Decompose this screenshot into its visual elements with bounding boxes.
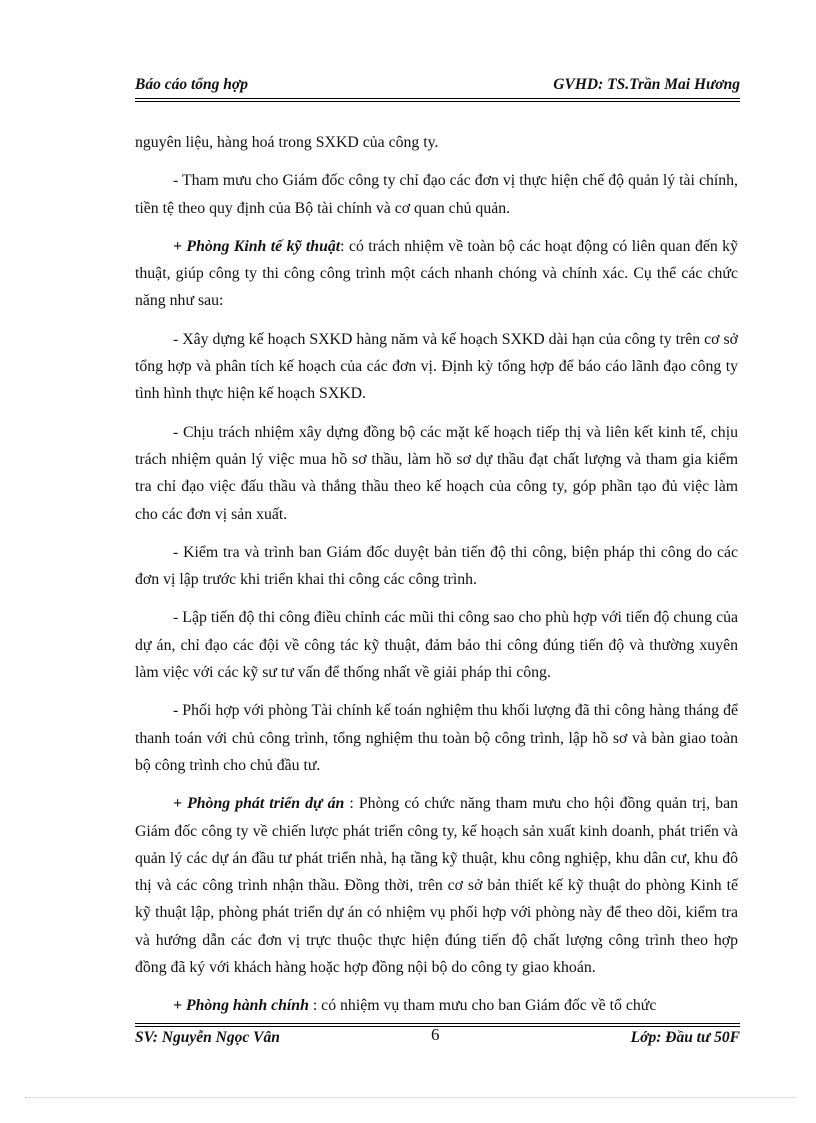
paragraph: - Chịu trách nhiệm xây dựng đồng bộ các mặt kế hoạch tiếp thị và liên kết kinh tế, chịu trách nhiệm quản lý việc mua hồ sơ thầu, làm hồ sơ dự thầu đạt chất lượng và tham gia kiểm tra chỉ đạo việc đấu thầu và thắng thầu theo kế hoạch của công ty, góp phần tạo đủ việc làm cho các đơn vị sản xuất.: [135, 423, 738, 523]
section-heading: + Phòng Kinh tế kỹ thuật: [173, 237, 341, 255]
paragraph: - Xây dựng kế hoạch SXKD hàng năm và kế hoạch SXKD dài hạn của công ty trên cơ sở tổng hợp và phân tích kế hoạch của các đơn vị. Định kỳ tổng hợp để báo cáo lãnh đạo công ty tình hình thực hiện kế hoạch SXKD.: [135, 330, 738, 403]
page-number: 6: [431, 1025, 440, 1044]
paragraph: - Tham mưu cho Giám đốc công ty chỉ đạo các đơn vị thực hiện chế độ quản lý tài chính, tiền tệ theo quy định của Bộ tài chính và cơ quan chủ quản.: [135, 172, 738, 217]
section-heading: + Phòng phát triển dự án: [173, 795, 345, 813]
header-report-title: Báo cáo tổng hợp: [135, 76, 248, 93]
section-paragraph-kinh-te-ky-thuat: + Phòng Kinh tế kỹ thuật: có trách nhiệm về toàn bộ các hoạt động có liên quan đến kỹ thuật, giúp công ty thi công công trình một cách nhanh chóng và chính xác. Cụ thể các chức năng như sau:: [135, 237, 738, 310]
paragraph: - Phối hợp với phòng Tài chính kế toán nghiệm thu khối lượng đã thi công hàng tháng để thanh toán với chủ công trình, tổng nghiệm thu toàn bộ công trình, lập hồ sơ và bàn giao toàn bộ công trình cho chủ đầu tư.: [135, 702, 738, 774]
header-supervisor: GVHD: TS.Trần Mai Hương: [553, 76, 740, 93]
footer-class: Lớp: Đầu tư 50F: [630, 1029, 740, 1046]
page-header: [135, 76, 740, 98]
section-heading: + Phòng hành chính: [173, 997, 309, 1015]
section-paragraph-phat-trien-du-an: + Phòng phát triển dự án : Phòng có chức năng tham mưu cho hội đồng quản trị, ban Giám đốc công ty về chiến lược phát triển công ty, kế hoạch sản xuất kinh doanh, phát triển và quản lý các dự án đầu tư phát triển nhà, hạ tầng kỹ thuật, khu công nghiệp, khu dân cư, khu đô thị và các công trình nhận thầu. Đồng thời, trên cơ sở bản thiết kế kỹ thuật do phòng Kinh tế kỹ thuật lập, phòng phát triển dự án có nhiệm vụ phối hợp với phòng này để theo dõi, kiểm tra và hướng dẫn các đơn vị trực thuộc thực hiện đúng tiến độ chất lượng công trình theo hợp đồng đã ký với khách hàng hoặc hợp đồng nội bộ do công ty giao khoán.: [135, 795, 738, 977]
paragraph: nguyên liệu, hàng hoá trong SXKD của công ty.: [135, 134, 439, 151]
footer-rule: [135, 1023, 740, 1024]
paragraph: - Kiểm tra và trình ban Giám đốc duyệt bản tiến độ thi công, biện pháp thi công do các đơn vị lập trước khi triển khai thi công các công trình.: [135, 543, 738, 589]
page-boundary: [25, 1097, 795, 1098]
document-body: [135, 129, 738, 1031]
section-paragraph-hanh-chinh: + Phòng hành chính : có nhiệm vụ tham mưu cho ban Giám đốc về tổ chức: [173, 997, 657, 1015]
footer-student: SV: Nguyễn Ngọc Vân: [135, 1029, 280, 1046]
header-rule: [135, 98, 740, 99]
paragraph: - Lập tiến độ thi công điều chỉnh các mũi thi công sao cho phù hợp với tiến độ chung của dự án, chỉ đạo các đội về công tác kỹ thuật, đảm bảo thi công đúng tiến độ và thường xuyên làm việc với các kỹ sư tư vấn để thống nhất về giải pháp thi công.: [135, 609, 738, 682]
header-rule-thin: [135, 101, 740, 102]
page-footer: [135, 1027, 740, 1049]
